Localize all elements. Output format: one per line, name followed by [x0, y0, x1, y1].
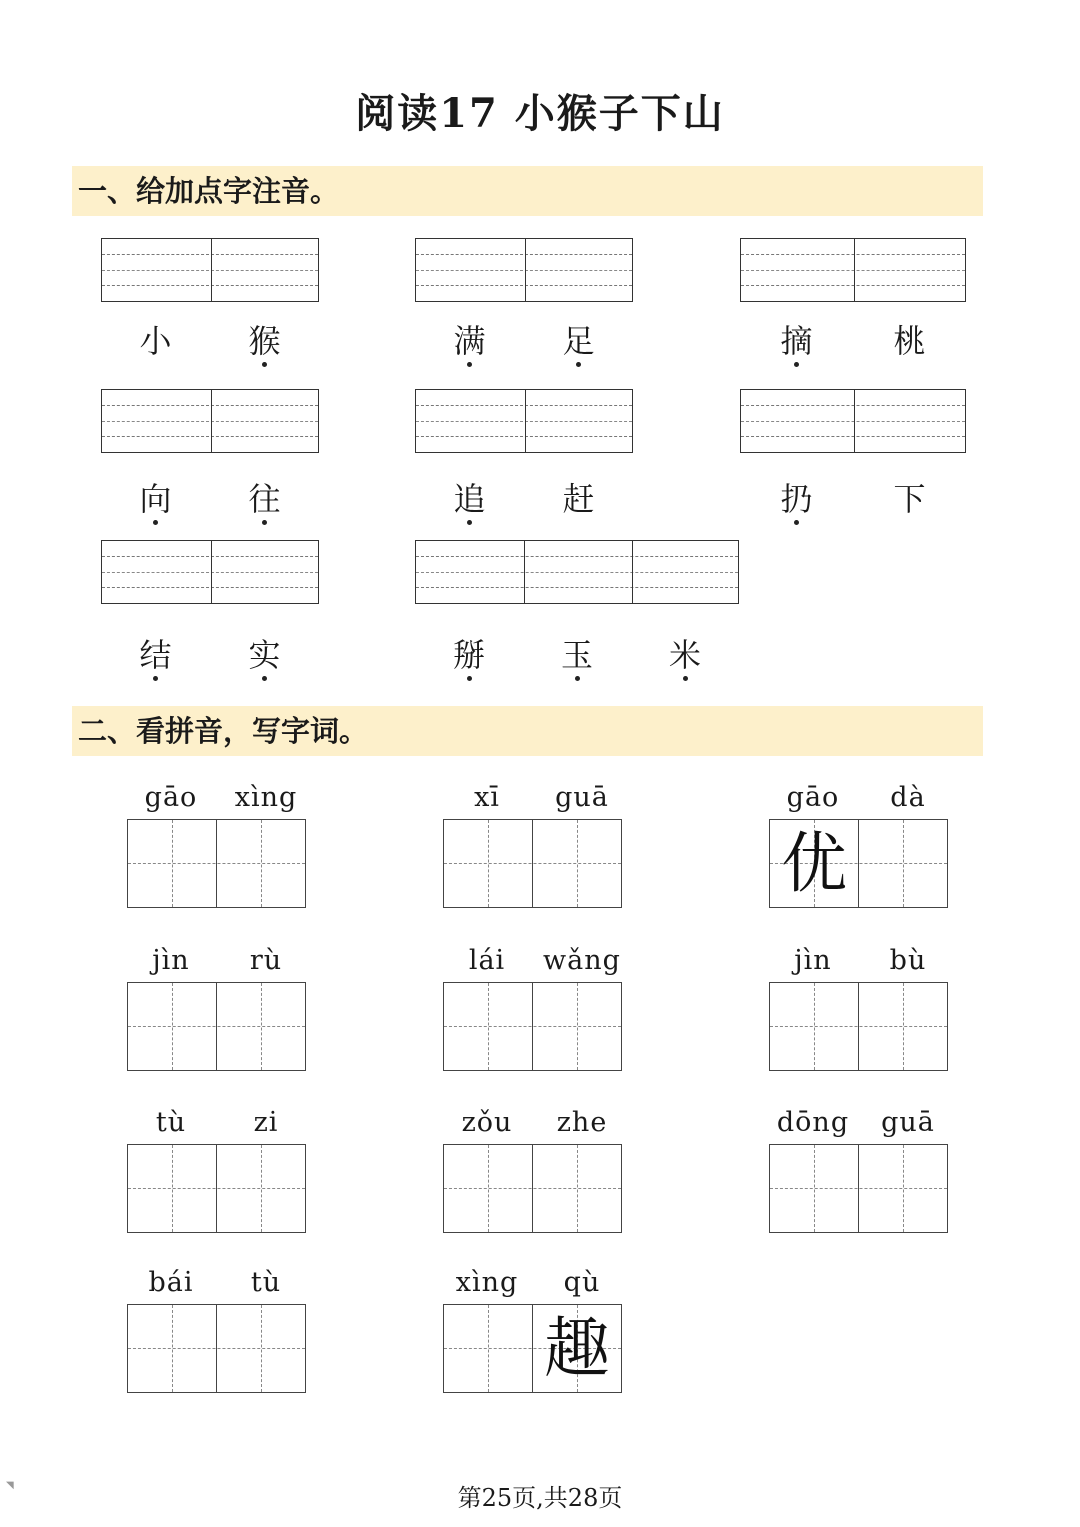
guide-line — [741, 285, 965, 286]
box-divider — [854, 390, 855, 452]
page-number: 第25页,共28页 — [457, 1484, 623, 1512]
writing-grid[interactable] — [127, 819, 306, 908]
guide-line — [416, 254, 632, 255]
grid-guide — [444, 1188, 621, 1189]
guide-line — [102, 556, 318, 557]
pinyin-label: dōng — [776, 1107, 850, 1138]
pinyin-box[interactable] — [415, 238, 633, 302]
pinyin-box[interactable] — [740, 389, 966, 453]
grid-guide — [128, 1188, 305, 1189]
section-2-heading: 二、看拼音，写字词。 — [72, 706, 983, 756]
guide-line — [741, 405, 965, 406]
grid-guide — [444, 863, 621, 864]
pinyin-label: bù — [889, 945, 927, 976]
written-character: 趣 — [544, 1310, 610, 1387]
section-1-heading: 一、给加点字注音。 — [72, 166, 983, 216]
writing-grid[interactable] — [127, 1144, 306, 1233]
guide-line — [416, 421, 632, 422]
guide-line — [102, 270, 318, 271]
pinyin-label: qù — [563, 1267, 601, 1298]
guide-line — [102, 572, 318, 573]
box-divider — [211, 239, 212, 301]
annotation-character: 追 — [440, 479, 500, 519]
annotation-character: 满 — [440, 321, 500, 361]
box-divider — [854, 239, 855, 301]
guide-line — [102, 254, 318, 255]
pinyin-box[interactable] — [415, 389, 633, 453]
box-divider — [524, 541, 525, 603]
guide-line — [102, 587, 318, 588]
pinyin-label: bái — [148, 1267, 194, 1298]
pinyin-label: zhe — [556, 1107, 608, 1138]
annotation-character: 往 — [235, 479, 295, 519]
pinyin-label: zǒu — [461, 1107, 513, 1138]
grid-guide — [770, 1026, 947, 1027]
grid-guide — [444, 1026, 621, 1027]
box-divider — [525, 239, 526, 301]
writing-grid[interactable] — [769, 819, 948, 908]
writing-grid[interactable] — [443, 982, 622, 1071]
pinyin-label: xìng — [234, 782, 298, 813]
pinyin-label: tù — [250, 1267, 282, 1298]
pinyin-box[interactable] — [740, 238, 966, 302]
guide-line — [416, 405, 632, 406]
guide-line — [416, 285, 632, 286]
scan-mark: ◥ — [6, 1480, 14, 1491]
box-divider — [525, 390, 526, 452]
box-divider — [211, 390, 212, 452]
guide-line — [741, 254, 965, 255]
writing-grid[interactable] — [443, 1304, 622, 1393]
box-divider — [211, 541, 212, 603]
pinyin-label: lái — [468, 945, 506, 976]
annotation-character: 米 — [655, 635, 715, 675]
pinyin-box[interactable] — [101, 389, 319, 453]
pinyin-label: zi — [253, 1107, 279, 1138]
pinyin-label: wǎng — [543, 945, 621, 976]
grid-guide — [128, 1026, 305, 1027]
writing-grid[interactable] — [127, 982, 306, 1071]
guide-line — [416, 587, 738, 588]
guide-line — [741, 436, 965, 437]
writing-grid[interactable] — [769, 1144, 948, 1233]
writing-grid[interactable] — [769, 982, 948, 1071]
writing-grid[interactable] — [443, 1144, 622, 1233]
writing-grid[interactable] — [443, 819, 622, 908]
guide-line — [102, 285, 318, 286]
guide-line — [416, 572, 738, 573]
pinyin-label: tù — [155, 1107, 187, 1138]
annotation-character: 小 — [139, 322, 172, 360]
guide-line — [102, 421, 318, 422]
guide-line — [416, 270, 632, 271]
pinyin-label: gāo — [786, 782, 840, 813]
annotation-character: 向 — [126, 479, 186, 519]
pinyin-label: jìn — [152, 945, 190, 976]
annotation-character: 结 — [126, 635, 186, 675]
grid-guide — [128, 1348, 305, 1349]
pinyin-label: xī — [474, 782, 500, 813]
annotation-character: 下 — [893, 480, 926, 518]
grid-guide — [128, 863, 305, 864]
pinyin-label: gāo — [144, 782, 198, 813]
pinyin-box[interactable] — [101, 540, 319, 604]
annotation-character: 实 — [235, 635, 295, 675]
pinyin-label: dà — [890, 782, 926, 813]
writing-grid[interactable] — [127, 1304, 306, 1393]
annotation-character: 赶 — [562, 480, 595, 518]
pinyin-box[interactable] — [101, 238, 319, 302]
written-character: 优 — [781, 825, 847, 902]
annotation-character: 桃 — [893, 322, 926, 360]
annotation-character: 扔 — [767, 479, 827, 519]
annotation-character: 玉 — [547, 635, 607, 675]
guide-line — [416, 436, 632, 437]
pinyin-label: jìn — [794, 945, 832, 976]
guide-line — [741, 421, 965, 422]
pinyin-label: guā — [881, 1107, 935, 1138]
page-title: 阅读17 小猴子下山 — [355, 90, 725, 137]
pinyin-label: xìng — [455, 1267, 519, 1298]
grid-guide — [770, 1188, 947, 1189]
guide-line — [102, 436, 318, 437]
annotation-character: 掰 — [439, 635, 499, 675]
pinyin-label: rù — [249, 945, 283, 976]
guide-line — [741, 270, 965, 271]
pinyin-box[interactable] — [415, 540, 739, 604]
annotation-character: 摘 — [767, 321, 827, 361]
annotation-character: 足 — [549, 321, 609, 361]
guide-line — [102, 405, 318, 406]
guide-line — [416, 556, 738, 557]
pinyin-label: guā — [555, 782, 609, 813]
annotation-character: 猴 — [235, 321, 295, 361]
box-divider — [632, 541, 633, 603]
